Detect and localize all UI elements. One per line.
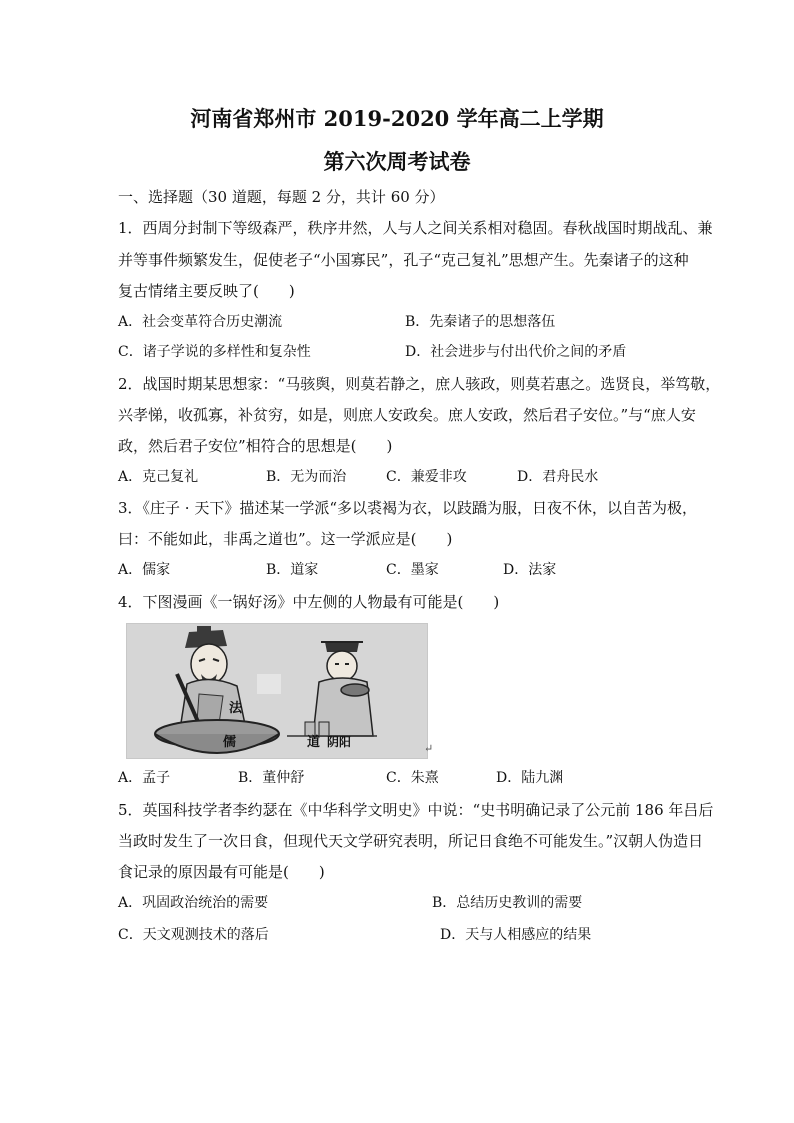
cartoon-image bbox=[126, 623, 428, 759]
question-5-line-3: 食记录的原因最有可能是( ) bbox=[118, 863, 325, 881]
question-1-line-2: 并等事件频繁发生，促使老子“小国寡民”，孔子“克己复礼”思想产生。先秦诸子的这种 bbox=[118, 251, 689, 269]
question-5-line-2: 当政时发生了一次日食，但现代天文学研究表明，所记日食绝不可能发生。”汉朝人伪造日 bbox=[118, 832, 704, 850]
question-4-option-b: B．董仲舒 bbox=[238, 770, 305, 786]
question-5-line-1: 5．英国科技学者李约瑟在《中华科学文明史》中说：“史书明确记录了公元前 186 年吕后 bbox=[118, 801, 714, 819]
question-1-option-c: C．诸子学说的多样性和复杂性 bbox=[118, 344, 311, 360]
page-title: 河南省郑州市 2019-2020 学年高二上学期 bbox=[190, 106, 604, 131]
question-3-option-d: D．法家 bbox=[503, 562, 557, 578]
left-figure-face bbox=[191, 644, 227, 684]
question-1-option-d: D．社会进步与付出代价之间的矛盾 bbox=[405, 344, 627, 360]
label-ru: 儒 bbox=[223, 735, 237, 750]
right-figure-face bbox=[327, 651, 357, 681]
question-2-option-d: D．君舟民水 bbox=[517, 469, 599, 485]
question-5-option-c: C．天文观测技术的落后 bbox=[118, 927, 269, 943]
page-subtitle: 第六次周考试卷 bbox=[323, 149, 471, 174]
label-yinyang: 阴阳 bbox=[327, 735, 352, 749]
question-2-line-1: 2．战国时期某思想家：“马骇舆，则莫若静之，庶人骇政，则莫若惠之。选贤良，举笃敬， bbox=[118, 375, 721, 393]
question-3-option-c: C．墨家 bbox=[386, 562, 439, 578]
question-2-option-b: B．无为而治 bbox=[266, 469, 347, 485]
question-1-line-3: 复古情绪主要反映了( ) bbox=[118, 282, 295, 300]
question-3-option-a: A．儒家 bbox=[118, 562, 171, 578]
section-heading: 一、选择题（30 道题，每题 2 分，共计 60 分） bbox=[118, 188, 445, 206]
label-dao: 道 bbox=[307, 735, 321, 750]
question-1-option-b: B．先秦诸子的思想落伍 bbox=[405, 314, 556, 330]
question-1-option-a: A．社会变革符合历史潮流 bbox=[118, 314, 283, 330]
question-3-line-2: 曰：不能如此，非禹之道也”。这一学派应是( ) bbox=[118, 530, 453, 548]
question-4-line-1: 4．下图漫画《一锅好汤》中左侧的人物最有可能是( ) bbox=[118, 593, 500, 611]
label-fa: 法 bbox=[229, 701, 243, 716]
question-5-option-a: A．巩固政治统治的需要 bbox=[118, 895, 269, 911]
question-4-option-a: A．孟子 bbox=[118, 770, 171, 786]
return-mark: ↵ bbox=[424, 742, 434, 755]
question-3-line-1: 3．《庄子 · 天下》描述某一学派“多以裘褐为衣，以跂蹻为服，日夜不休，以自苦为极， bbox=[118, 499, 698, 517]
question-2-option-a: A．克己复礼 bbox=[118, 469, 199, 485]
question-4-option-d: D．陆九渊 bbox=[496, 770, 564, 786]
question-1-line-1: 1．西周分封制下等级森严，秩序井然，人与人之间关系相对稳固。春秋战国时期战乱、兼 bbox=[118, 219, 713, 237]
question-3-option-b: B．道家 bbox=[266, 562, 319, 578]
question-4-option-c: C．朱熹 bbox=[386, 770, 439, 786]
question-5-option-d: D．天与人相感应的结果 bbox=[440, 927, 592, 943]
question-2-option-c: C．兼爱非攻 bbox=[386, 469, 467, 485]
bowl-icon bbox=[341, 684, 369, 696]
question-2-line-2: 兴孝悌，收孤寡，补贫穷，如是，则庶人安政矣。庶人安政，然后君子安位。”与“庶人安 bbox=[118, 406, 696, 424]
question-2-line-3: 政，然后君子安位”相符合的思想是( ) bbox=[118, 437, 393, 455]
question-5-option-b: B．总结历史教训的需要 bbox=[432, 895, 583, 911]
